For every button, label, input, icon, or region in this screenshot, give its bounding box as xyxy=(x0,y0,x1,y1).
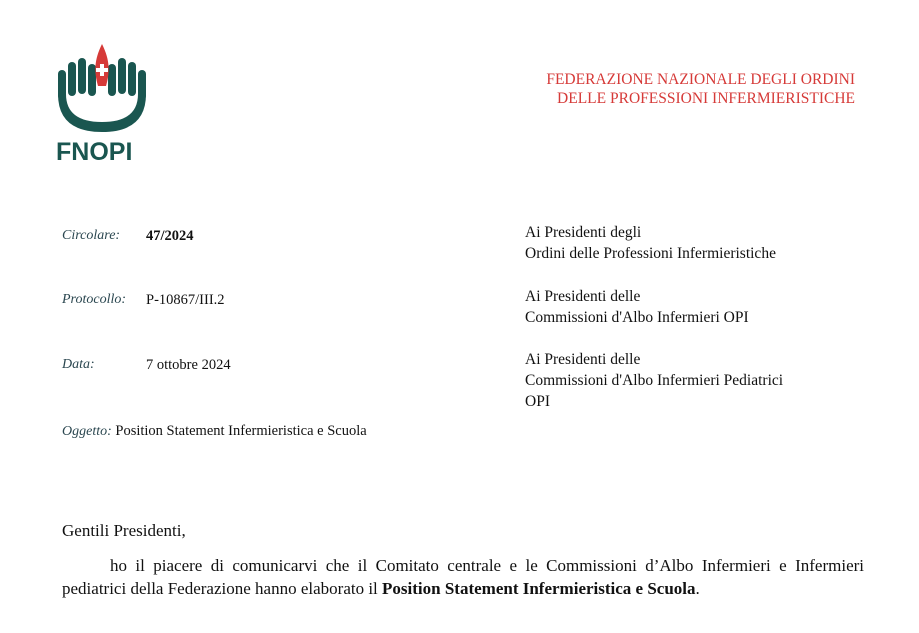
body-paragraph xyxy=(62,554,864,600)
body-bold-title: Position Statement Infermieristica e Scuola xyxy=(382,579,696,598)
oggetto-value: Position Statement Infermieristica e Scuola xyxy=(115,423,367,439)
org-line-2: DELLE PROFESSIONI INFERMIERISTICHE xyxy=(557,90,855,107)
subject-line xyxy=(62,423,367,440)
greeting: Gentili Presidenti, xyxy=(62,521,186,540)
data-label: Data: xyxy=(62,357,95,372)
recipient-line: Ai Presidenti degli xyxy=(525,224,642,241)
org-line-1: FEDERAZIONE NAZIONALE DEGLI ORDINI xyxy=(546,71,855,88)
logo-wordmark: FNOPI xyxy=(56,138,133,166)
recipient-block-2 xyxy=(525,286,749,328)
body-text: ho il piacere di comunicarvi che il Comitato centrale e le Commissioni d’Albo Infermieri e Infermieri pediatrici della Federazione hanno elaborato il xyxy=(62,556,864,598)
recipient-line: Ai Presidenti delle xyxy=(525,288,641,305)
recipient-block-1 xyxy=(525,222,776,264)
circolare-label: Circolare: xyxy=(62,228,121,243)
recipient-line: Ai Presidenti delle xyxy=(525,351,641,368)
fnopi-logo xyxy=(54,42,150,166)
body-end: . xyxy=(695,579,700,598)
organization-name xyxy=(546,70,855,108)
oggetto-label: Oggetto: xyxy=(62,424,112,439)
protocollo-value: P-10867/III.2 xyxy=(146,292,225,308)
recipient-line: Ordini delle Professioni Infermieristiche xyxy=(525,245,776,262)
recipient-line: OPI xyxy=(525,393,550,410)
circolare-value: 47/2024 xyxy=(146,228,194,244)
recipient-line: Commissioni d'Albo Infermieri Pediatrici xyxy=(525,372,784,389)
data-value: 7 ottobre 2024 xyxy=(146,357,231,373)
recipient-line: Commissioni d'Albo Infermieri OPI xyxy=(525,309,749,326)
fnopi-hands-icon xyxy=(54,42,150,138)
recipient-block-3 xyxy=(525,349,783,412)
protocollo-label: Protocollo: xyxy=(62,292,127,307)
